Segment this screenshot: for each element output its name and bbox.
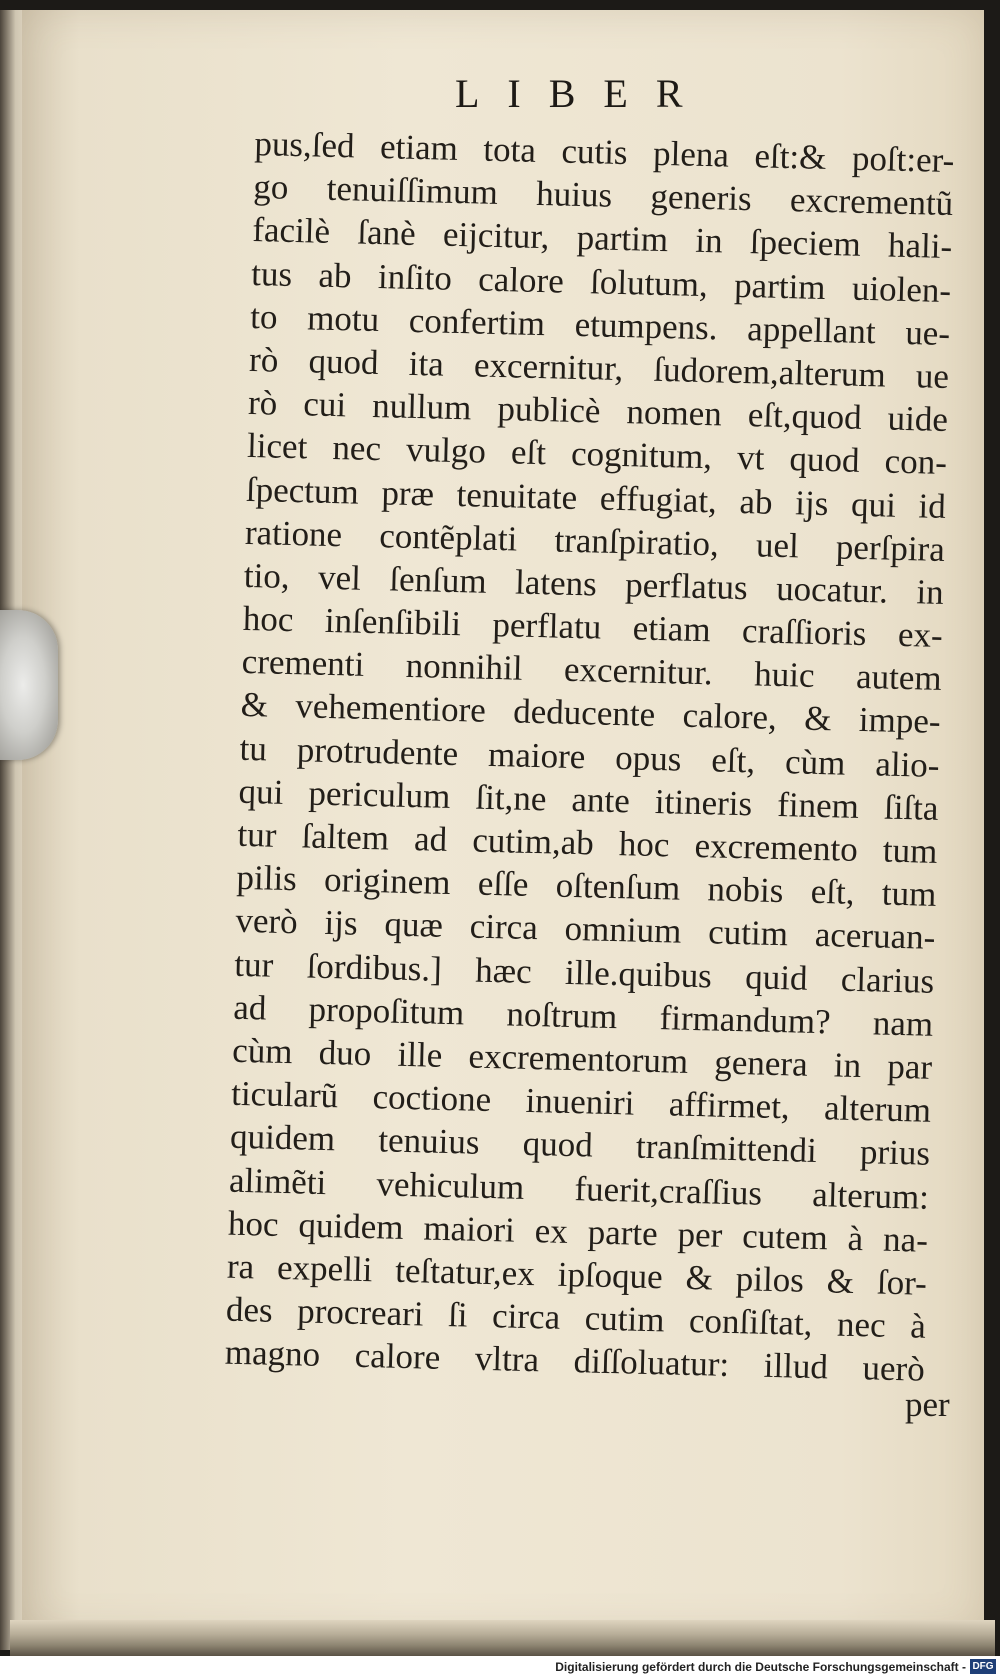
text-line: rò cui nullum publicè nomen eſt,quod uide	[247, 383, 949, 440]
text-line: verò ijs quæ circa omnium cutim aceruan-	[235, 901, 936, 958]
text-line: tio, vel ſenſum latens perflatus uocatur. in	[243, 555, 945, 612]
text-line: pus,ſed etiam tota cutis plena eſt:& poſt:er-	[253, 123, 955, 181]
footer-credit: Digitalisierung gefördert durch die Deutsche Forschungsgemeinschaft -	[555, 1660, 966, 1674]
dfg-logo-icon: DFG	[970, 1659, 996, 1674]
text-line: rò quod ita excernitur, ſudorem,alterum ue	[248, 339, 950, 396]
text-line: & vehementiore deducente calore, & impe-	[240, 685, 942, 742]
text-line: magno calore vltra diſſoluatur: illud uerò	[224, 1332, 926, 1389]
text-line: cùm duo ille excrementorum genera in par	[231, 1030, 933, 1087]
text-line: qui periculum ſit,ne ante itineris finem ſiſta	[238, 771, 939, 828]
text-line: des procreari ſi circa cutim conſiſtat, nec à	[225, 1289, 927, 1346]
book-clasp	[0, 610, 58, 760]
text-line: ratione contẽplati tranſpiratio, uel perſpira	[244, 512, 946, 569]
text-line: hoc quidem maiori ex parte per cutem à na-	[227, 1203, 929, 1260]
text-line: hoc inſenſibili perflatu etiam craſſioris ex-	[242, 598, 944, 656]
text-line: ra expelli teſtatur,ex ipſoque & pilos & ſor-	[226, 1246, 928, 1303]
text-line: licet nec vulgo eſt cognitum, vt quod con-	[246, 426, 948, 483]
text-line: crementi nonnihil excernitur. huic autem	[241, 642, 943, 699]
text-line: alimẽti vehiculum fuerit,craſſius alterum:	[228, 1160, 930, 1217]
text-line: ticularũ coctione inueniri affirmet, alterum	[230, 1073, 932, 1130]
text-line: facilè ſanè eijcitur, partim in ſpeciem hali-	[251, 210, 953, 267]
text-line: tur ſordibus.] hæc ille.quibus quid clarius	[233, 944, 935, 1001]
text-line: pilis originem eſſe oſtenſum nobis eſt, tum	[236, 857, 937, 915]
text-line: tur ſaltem ad cutim,ab hoc excremento tum	[237, 814, 938, 871]
text-line: go tenuiſſimum huius generis excrementũ	[252, 167, 954, 224]
text-line: ſpectum præ tenuitate effugiat, ab ijs qui id	[245, 469, 947, 526]
text-line: tus ab inſito calore ſolutum, partim uiolen-	[250, 253, 952, 310]
text-line: to motu confertim etumpens. appellant ue-	[249, 296, 951, 353]
text-line: quidem tenuius quod tranſmittendi prius	[229, 1117, 931, 1174]
page-bottom-edge	[10, 1620, 995, 1656]
running-head: LIBER	[455, 71, 711, 116]
text-line: tu protrudente maiore opus eſt, cùm alio-	[239, 728, 940, 785]
text-line: ad propoſitum noſtrum firmandum? nam	[232, 987, 934, 1044]
catchword: per	[905, 1385, 950, 1424]
text-block	[224, 122, 954, 1391]
